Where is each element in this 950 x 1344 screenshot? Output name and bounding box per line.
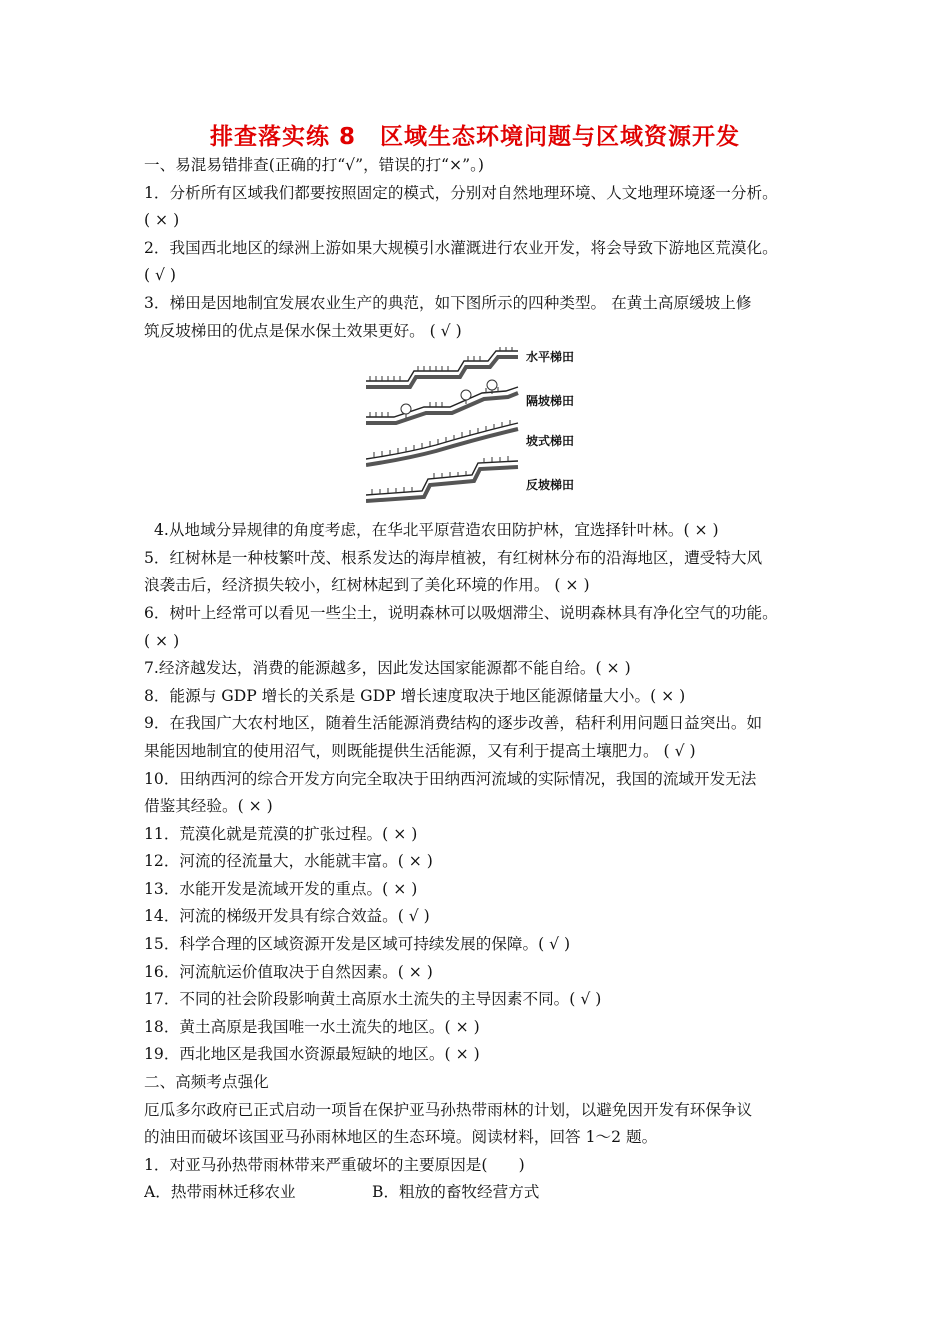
question-12: 12．河流的径流量大，水能就丰富。( × ): [144, 852, 433, 871]
question-16: 16．河流航运价值取决于自然因素。( × ): [144, 962, 433, 981]
question-6-line1: 6．树叶上经常可以看见一些尘土，说明森林可以吸烟滞尘、说明森林具有净化空气的功能。: [144, 603, 778, 622]
option-b: B．粗放的畜牧经营方式: [372, 1183, 540, 1202]
slope-terrace-soil: [366, 429, 518, 465]
question-3-line2: 筑反坡梯田的优点是保水保土效果更好。 ( √ ): [144, 321, 462, 340]
question-10-line2: 借鉴其经验。( × ): [144, 797, 273, 816]
label-slope-terrace: 坡式梯田: [526, 434, 575, 449]
terrace-diagram: [366, 347, 596, 515]
page-title: 排查落实练 8 区域生态环境问题与区域资源开发: [209, 124, 740, 150]
crop-marks: [370, 347, 512, 494]
question-17: 17．不同的社会阶段影响黄土高原水土流失的主导因素不同。( √ ): [144, 990, 602, 1009]
interval-terrace-soil: [366, 393, 518, 423]
reverse-terrace-soil: [366, 467, 518, 501]
label-level-terrace: 水平梯田: [526, 350, 575, 365]
passage-line1: 厄瓜多尔政府已正式启动一项旨在保护亚马孙热带雨林的计划，以避免因开发有环保争议: [144, 1100, 753, 1119]
question-3-line1: 3．梯田是因地制宜发展农业生产的典范，如下图所示的四种类型。 在黄土高原缓坡上修: [144, 293, 752, 312]
question-9-line1: 9．在我国广大农村地区，随着生活能源消费结构的逐步改善，秸秆利用问题日益突出。如: [144, 714, 763, 733]
question-11: 11．荒漠化就是荒漠的扩张过程。( × ): [144, 824, 418, 843]
question-14: 14．河流的梯级开发具有综合效益。( √ ): [144, 907, 430, 926]
question-7: 7.经济越发达，消费的能源越多，因此发达国家能源都不能自给。( × ): [144, 659, 631, 678]
slope-terrace-profile: [366, 423, 518, 459]
question-5-line1: 5．红树林是一种枝繁叶茂、根系发达的海岸植被，有红树林分布的沿海地区，遭受特大风: [144, 548, 763, 567]
answer-options: [144, 1179, 819, 1207]
question-18: 18．黄土高原是我国唯一水土流失的地区。( × ): [144, 1017, 480, 1036]
question-9-line2: 果能因地制宜的使用沼气，则既能提供生活能源，又有利于提高土壤肥力。 ( √ ): [144, 741, 696, 760]
terrace-figure: [144, 345, 819, 517]
section-heading-1: 一、易混易错排查(正确的打“√”，错误的打“×”。): [144, 156, 484, 174]
question-1-answer: ( × ): [144, 211, 180, 230]
question-4: 4.从地域分异规律的角度考虑，在华北平原营造农田防护林，宜选择针叶林。( × ): [154, 521, 719, 540]
question-8: 8．能源与 GDP 增长的关系是 GDP 增长速度取决于地区能源储量大小。( × ): [144, 686, 686, 705]
label-reverse-terrace: 反坡梯田: [526, 478, 575, 493]
document-body: [144, 152, 819, 1207]
question-2-answer: ( √ ): [144, 266, 177, 285]
question-1-line1: 1．分析所有区域我们都要按照固定的模式，分别对自然地理环境、人文地理环境逐一分析。: [144, 183, 778, 202]
question-10-line1: 10．田纳西河的综合开发方向完全取决于田纳西河流域的实际情况，我国的流域开发无法: [144, 769, 757, 788]
question-19: 19．西北地区是我国水资源最短缺的地区。( × ): [144, 1045, 480, 1064]
question-2-line1: 2．我国西北地区的绿洲上游如果大规模引水灌溉进行农业开发，将会导致下游地区荒漠化。: [144, 238, 778, 257]
question-15: 15．科学合理的区域资源开发是区域可持续发展的保障。( √ ): [144, 935, 571, 954]
question-6-answer: ( × ): [144, 631, 180, 650]
question-13: 13．水能开发是流域开发的重点。( × ): [144, 879, 418, 898]
option-a: A．热带雨林迁移农业: [144, 1183, 296, 1202]
section-heading-2: 二、高频考点强化: [144, 1073, 269, 1092]
label-interval-terrace: 隔坡梯田: [526, 394, 575, 409]
question-5-line2: 浪袭击后，经济损失较小，红树林起到了美化环境的作用。 ( × ): [144, 576, 590, 595]
passage-line2: 的油田而破坏该国亚马孙雨林地区的生态环境。阅读材料，回答 1～2 题。: [144, 1128, 658, 1147]
exercise-question-1: 1．对亚马孙热带雨林带来严重破坏的主要原因是( ): [144, 1155, 525, 1174]
